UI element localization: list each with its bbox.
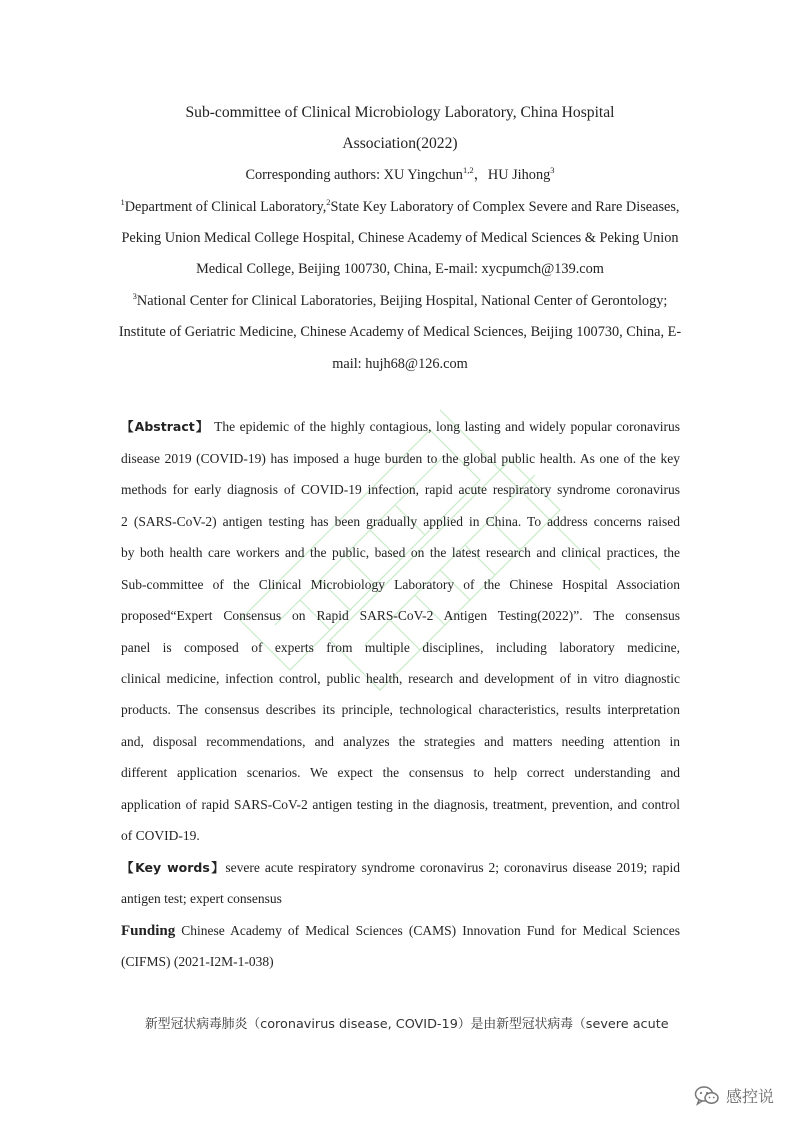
abstract-line-10: products. The consensus describes its principle, technological characteristics, results interpretation xyxy=(121,702,680,717)
corresponding-authors-text: Corresponding authors: XU Yingchun xyxy=(245,167,463,183)
body-text-content: 新型冠状病毒肺炎（coronavirus disease, COVID-19）是由新型冠状病毒（severe acute xyxy=(145,1017,669,1032)
document-title-line-2: Association(2022) xyxy=(342,135,458,152)
abstract-line-12: different application scenarios. We expect the consensus to help correct understanding and xyxy=(121,765,680,780)
abstract-line-13: application of rapid SARS-CoV-2 antigen testing in the diagnosis, treatment, prevention, and control xyxy=(121,797,680,812)
funding-label: Funding xyxy=(121,923,176,939)
abstract-line-2: disease 2019 (COVID-19) has imposed a huge burden to the global public health. As one of the key xyxy=(121,451,680,466)
affiliation-2-line-3: mail: hujh68@126.com xyxy=(332,356,468,372)
affiliation-1-superscript: 1 xyxy=(120,197,125,207)
abstract-line-1 xyxy=(121,417,680,437)
wechat-icon xyxy=(694,1085,720,1107)
wechat-source-badge xyxy=(694,1084,774,1107)
abstract-line-6: Sub-committee of the Clinical Microbiology Laboratory of the Chinese Hospital Association xyxy=(121,577,680,592)
abstract-line-3: methods for early diagnosis of COVID-19 infection, rapid acute respiratory syndrome coronavirus xyxy=(121,482,680,497)
funding-text: Chinese Academy of Medical Sciences (CAMS) Innovation Fund for Medical Sciences xyxy=(181,923,681,938)
keywords-line-2: antigen test; expert consensus xyxy=(121,891,282,906)
keywords-line-1 xyxy=(121,858,680,878)
document-title-line-1: Sub-committee of Clinical Microbiology Laboratory, China Hospital xyxy=(185,104,615,121)
affiliation-1-line-2: Peking Union Medical College Hospital, Chinese Academy of Medical Sciences & Peking Union xyxy=(121,230,679,246)
abstract-text: The epidemic of the highly contagious, long lasting and widely popular coronavirus xyxy=(214,419,680,434)
affiliation-1b-superscript: 2 xyxy=(326,197,331,207)
wechat-account-name: 感控说 xyxy=(725,1087,774,1106)
affiliation-1-line-3: Medical College, Beijing 100730, China, E-mail: xycpumch@139.com xyxy=(196,261,604,277)
affiliation-2-superscript: 3 xyxy=(132,291,137,301)
abstract-line-5: by both health care workers and the public, based on the latest research and clinical practices, the xyxy=(121,545,680,560)
funding-line-1 xyxy=(121,921,680,941)
author1-superscript: 1,2 xyxy=(462,165,474,175)
affiliation-1-lab: State Key Laboratory of Complex Severe and Rare Diseases, xyxy=(330,199,680,215)
affiliation-2-line-1 xyxy=(0,291,800,311)
abstract-label: 【Abstract】 xyxy=(121,419,210,434)
abstract-line-7: proposed“Expert Consensus on Rapid SARS-CoV-2 Antigen Testing(2022)”. The consensus xyxy=(121,608,680,623)
author2-superscript: 3 xyxy=(550,165,555,175)
keywords-label: 【Key words】 xyxy=(121,860,226,875)
abstract-line-11: and, disposal recommendations, and analyzes the strategies and matters needing attention in xyxy=(121,734,680,749)
abstract-line-14: of COVID-19. xyxy=(121,828,200,843)
abstract-line-9: clinical medicine, infection control, public health, research and development of in vitro diagnostic xyxy=(121,671,680,686)
body-text-line-1 xyxy=(121,1015,680,1035)
affiliation-1-dept: Department of Clinical Laboratory, xyxy=(124,199,327,215)
funding-line-2: (CIFMS) (2021-I2M-1-038) xyxy=(121,954,274,969)
affiliation-1-line-1 xyxy=(0,197,800,217)
abstract-line-4: 2 (SARS-CoV-2) antigen testing has been gradually applied in China. To address concerns raised xyxy=(121,514,680,529)
keywords-text: severe acute respiratory syndrome coronavirus 2; coronavirus disease 2019; rapid xyxy=(225,860,680,875)
affiliation-2-text: National Center for Clinical Laboratories, Beijing Hospital, National Center of Gerontology; xyxy=(136,293,668,309)
second-author-text: ，HU Jihong xyxy=(473,167,551,183)
corresponding-authors xyxy=(0,165,800,185)
affiliation-2-line-2: Institute of Geriatric Medicine, Chinese Academy of Medical Sciences, Beijing 100730, China, E- xyxy=(118,324,682,340)
abstract-line-8: panel is composed of experts from multiple disciplines, including laboratory medicine, xyxy=(121,640,680,655)
